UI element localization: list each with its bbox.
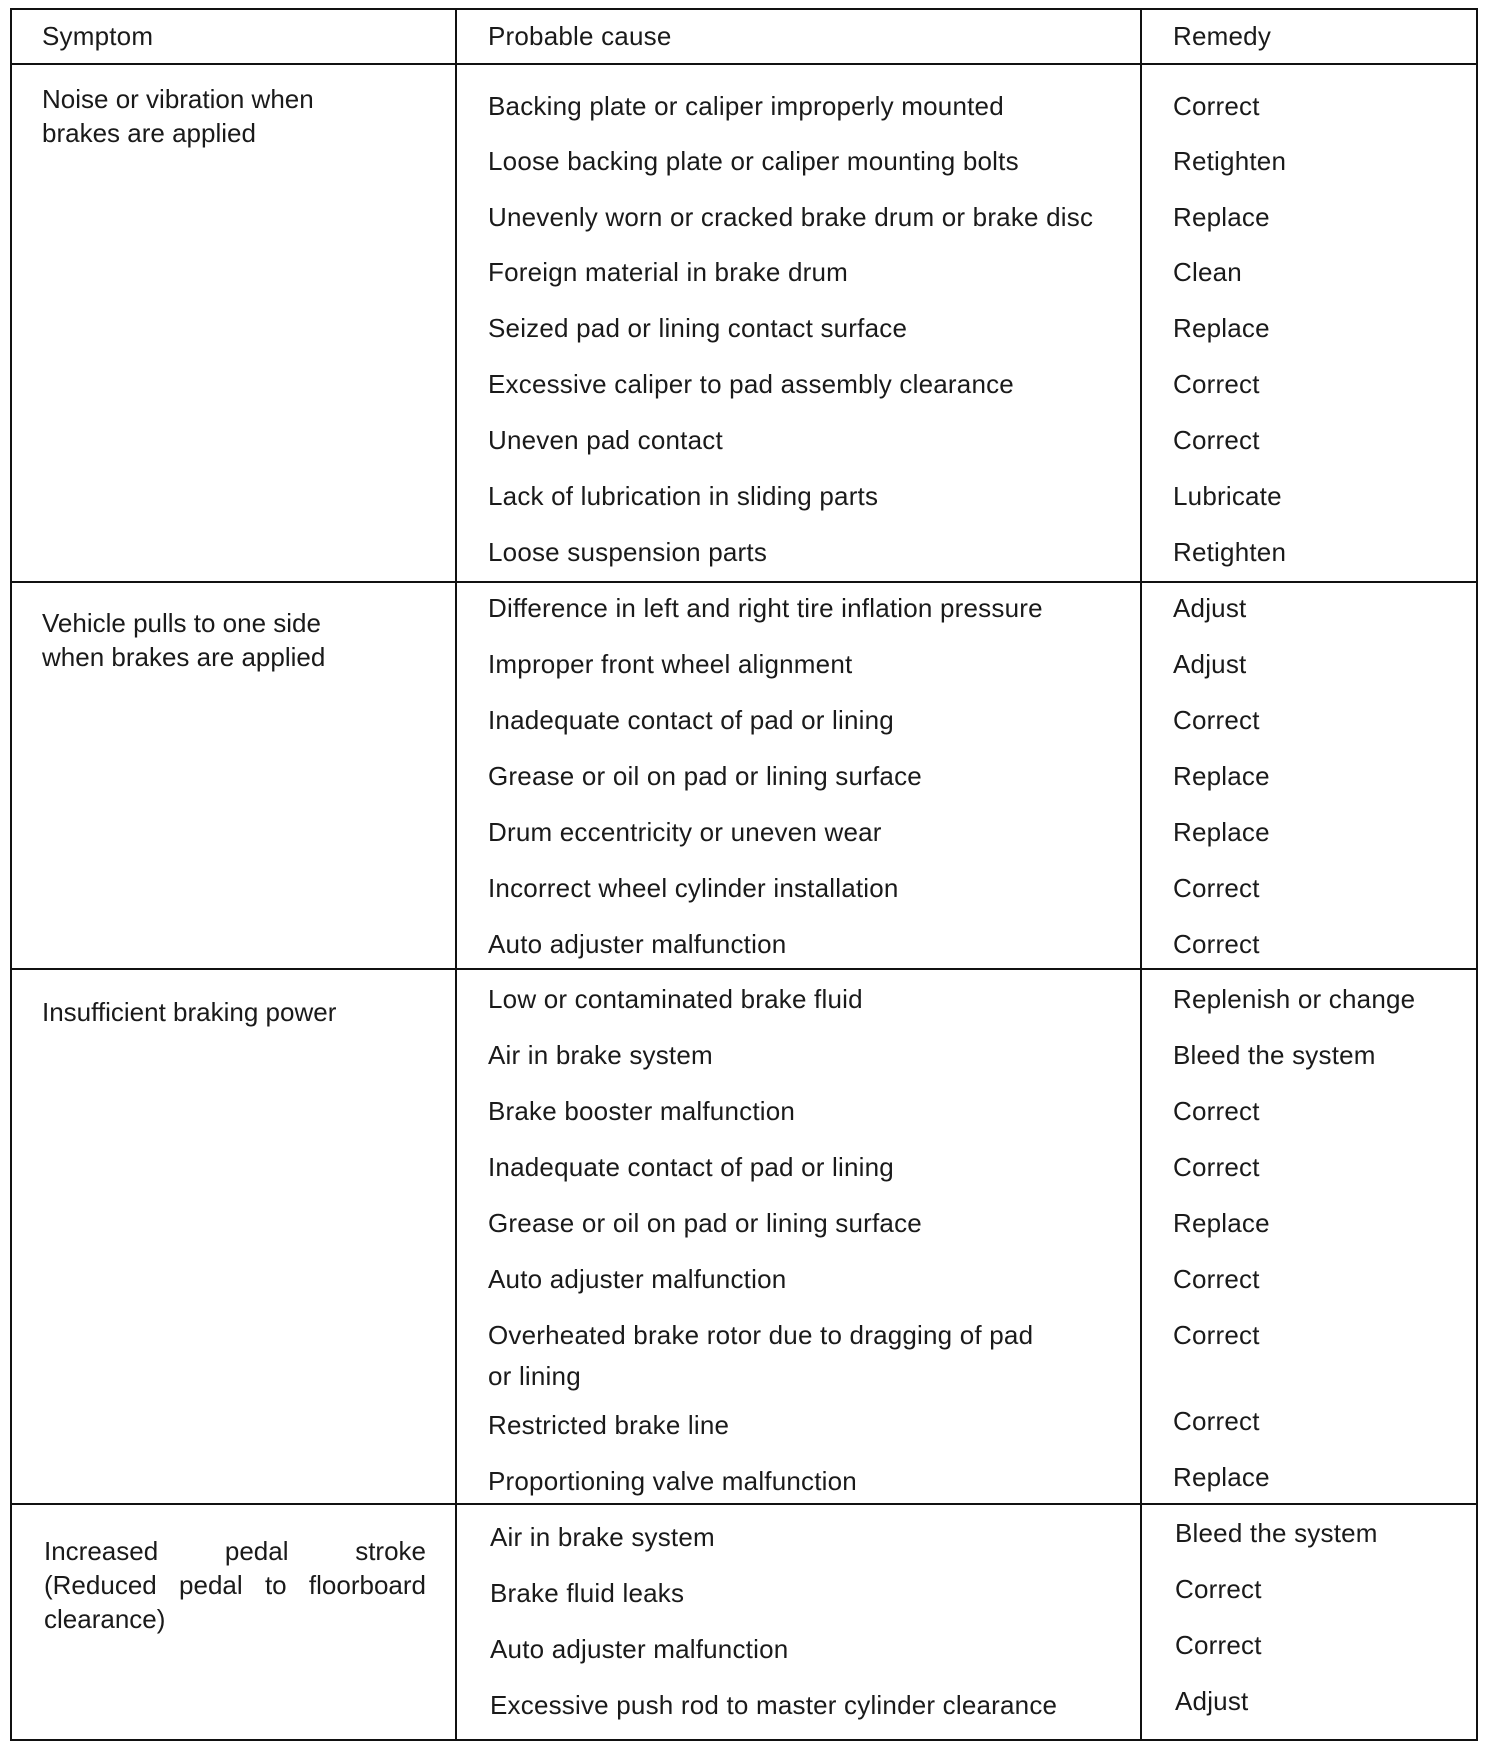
cause-cell-continued: or lining xyxy=(488,1361,581,1391)
symptom-vehicle-pulls: Vehicle pulls to one side when brakes are applied xyxy=(42,608,326,672)
remedy-cell: Clean xyxy=(1173,257,1242,287)
cause-cell: Proportioning valve malfunction xyxy=(488,1466,857,1496)
cause-cell: Excessive push rod to master cylinder clearance xyxy=(490,1690,1058,1720)
remedy-cell: Retighten xyxy=(1173,146,1287,176)
symptom-increased-pedal-stroke: Increased pedal stroke (Reduced pedal to floorboard clearance) xyxy=(44,1536,426,1634)
remedy-cell: Correct xyxy=(1173,1096,1260,1126)
remedy-cell: Correct xyxy=(1175,1630,1262,1660)
remedy-cell: Correct xyxy=(1173,873,1260,903)
group-divider xyxy=(12,1503,1476,1505)
column-divider xyxy=(455,10,457,1739)
remedy-cell: Retighten xyxy=(1173,537,1287,567)
cause-cell: Auto adjuster malfunction xyxy=(488,929,787,959)
remedy-cell: Adjust xyxy=(1173,593,1247,623)
troubleshooting-table xyxy=(10,8,1478,1741)
cause-cell: Excessive caliper to pad assembly clearance xyxy=(488,369,1014,399)
remedy-cell: Correct xyxy=(1173,705,1260,735)
cause-cell: Loose suspension parts xyxy=(488,537,768,567)
remedy-cell: Replace xyxy=(1173,817,1270,847)
header-probable-cause: Probable cause xyxy=(488,21,672,51)
cause-cell: Backing plate or caliper improperly mounted xyxy=(488,91,1004,121)
remedy-cell: Adjust xyxy=(1175,1686,1249,1716)
cause-cell: Difference in left and right tire inflation pressure xyxy=(488,593,1043,623)
cause-cell: Overheated brake rotor due to dragging of pad xyxy=(488,1320,1034,1350)
remedy-cell: Adjust xyxy=(1173,649,1247,679)
column-divider xyxy=(1140,10,1142,1739)
cause-cell: Air in brake system xyxy=(490,1522,715,1552)
cause-cell: Brake booster malfunction xyxy=(488,1096,796,1126)
cause-cell: Grease or oil on pad or lining surface xyxy=(488,761,922,791)
cause-cell: Auto adjuster malfunction xyxy=(490,1634,789,1664)
cause-cell: Grease or oil on pad or lining surface xyxy=(488,1208,922,1238)
remedy-cell: Correct xyxy=(1173,425,1260,455)
remedy-cell: Correct xyxy=(1173,929,1260,959)
cause-cell: Loose backing plate or caliper mounting bolts xyxy=(488,146,1019,176)
cause-cell: Inadequate contact of pad or lining xyxy=(488,1152,894,1182)
cause-cell: Brake fluid leaks xyxy=(490,1578,685,1608)
remedy-cell: Correct xyxy=(1173,1152,1260,1182)
cause-cell: Drum eccentricity or uneven wear xyxy=(488,817,882,847)
remedy-cell: Correct xyxy=(1173,369,1260,399)
cause-cell: Auto adjuster malfunction xyxy=(488,1264,787,1294)
remedy-cell: Replace xyxy=(1173,1208,1270,1238)
remedy-cell: Replace xyxy=(1173,202,1270,232)
remedy-cell: Bleed the system xyxy=(1175,1518,1378,1548)
remedy-cell: Correct xyxy=(1175,1574,1262,1604)
remedy-cell: Bleed the system xyxy=(1173,1040,1376,1070)
remedy-cell: Replenish or change xyxy=(1173,984,1416,1014)
cause-cell: Restricted brake line xyxy=(488,1410,730,1440)
symptom-insufficient-braking: Insufficient braking power xyxy=(42,997,337,1027)
remedy-cell: Lubricate xyxy=(1173,481,1282,511)
cause-cell: Inadequate contact of pad or lining xyxy=(488,705,894,735)
remedy-cell: Correct xyxy=(1173,1264,1260,1294)
cause-cell: Air in brake system xyxy=(488,1040,713,1070)
cause-cell: Incorrect wheel cylinder installation xyxy=(488,873,899,903)
cause-cell: Uneven pad contact xyxy=(488,425,723,455)
remedy-cell: Correct xyxy=(1173,1320,1260,1350)
group-divider xyxy=(12,968,1476,970)
remedy-cell: Replace xyxy=(1173,1462,1270,1492)
cause-cell: Foreign material in brake drum xyxy=(488,257,849,287)
remedy-cell: Correct xyxy=(1173,91,1260,121)
remedy-cell: Replace xyxy=(1173,761,1270,791)
cause-cell: Low or contaminated brake fluid xyxy=(488,984,863,1014)
header-divider xyxy=(12,63,1476,65)
symptom-noise-vibration: Noise or vibration when brakes are applied xyxy=(42,84,314,148)
header-symptom: Symptom xyxy=(42,21,154,51)
group-divider xyxy=(12,581,1476,583)
header-remedy: Remedy xyxy=(1173,21,1272,51)
remedy-cell: Correct xyxy=(1173,1406,1260,1436)
remedy-cell: Replace xyxy=(1173,313,1270,343)
cause-cell: Improper front wheel alignment xyxy=(488,649,853,679)
cause-cell: Unevenly worn or cracked brake drum or brake disc xyxy=(488,202,1094,232)
cause-cell: Lack of lubrication in sliding parts xyxy=(488,481,879,511)
cause-cell: Seized pad or lining contact surface xyxy=(488,313,908,343)
